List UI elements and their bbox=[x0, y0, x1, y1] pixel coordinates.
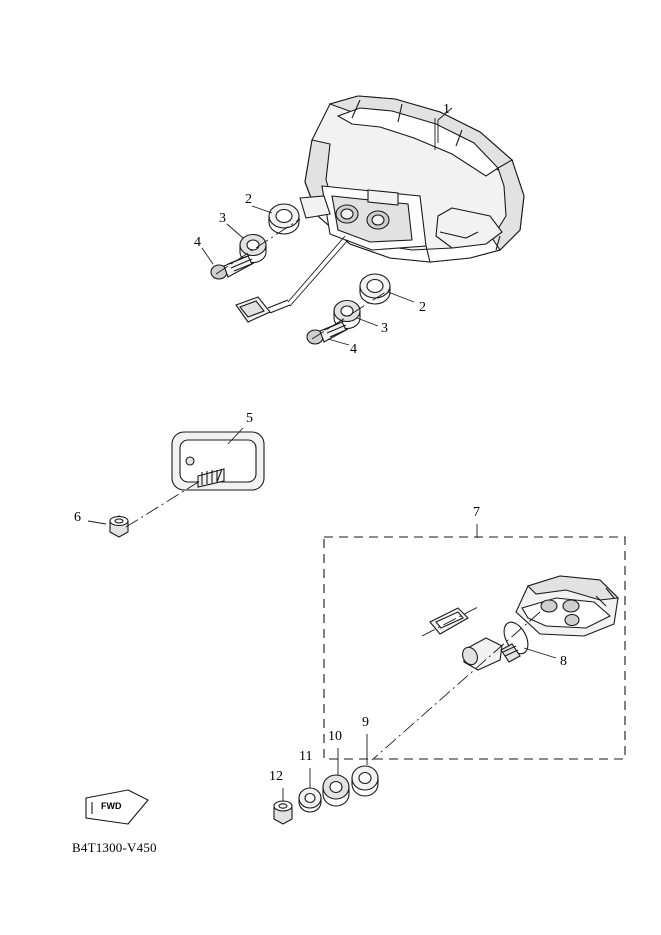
callout-12: 12 bbox=[269, 769, 283, 784]
plate-light-nut bbox=[110, 516, 128, 537]
callout-6: 6 bbox=[74, 510, 81, 525]
part-code-label: B4T1300-V450 bbox=[72, 840, 157, 855]
callout-5: 5 bbox=[246, 411, 253, 426]
callout-9: 9 bbox=[362, 715, 369, 730]
callout-8: 8 bbox=[560, 654, 567, 669]
callout-3-lower: 3 bbox=[381, 321, 388, 336]
signal-mount-fasteners bbox=[274, 766, 378, 824]
callout-11: 11 bbox=[299, 749, 313, 764]
callout-3: 3 bbox=[219, 211, 226, 226]
callout-2-lower: 2 bbox=[419, 300, 426, 315]
taillight-assembly bbox=[300, 96, 524, 262]
fwd-label: FWD bbox=[101, 801, 122, 811]
bulb-and-socket bbox=[422, 606, 533, 670]
callout-7: 7 bbox=[473, 505, 480, 520]
lower-right-fasteners bbox=[307, 274, 392, 344]
callout-2: 2 bbox=[245, 192, 252, 207]
callout-4: 4 bbox=[194, 235, 201, 250]
signal-lamp-body bbox=[516, 576, 618, 636]
callout-4-lower: 4 bbox=[350, 342, 357, 357]
callout-10: 10 bbox=[328, 729, 342, 744]
callout-1: 1 bbox=[443, 102, 450, 117]
plate-light-unit bbox=[172, 432, 264, 490]
